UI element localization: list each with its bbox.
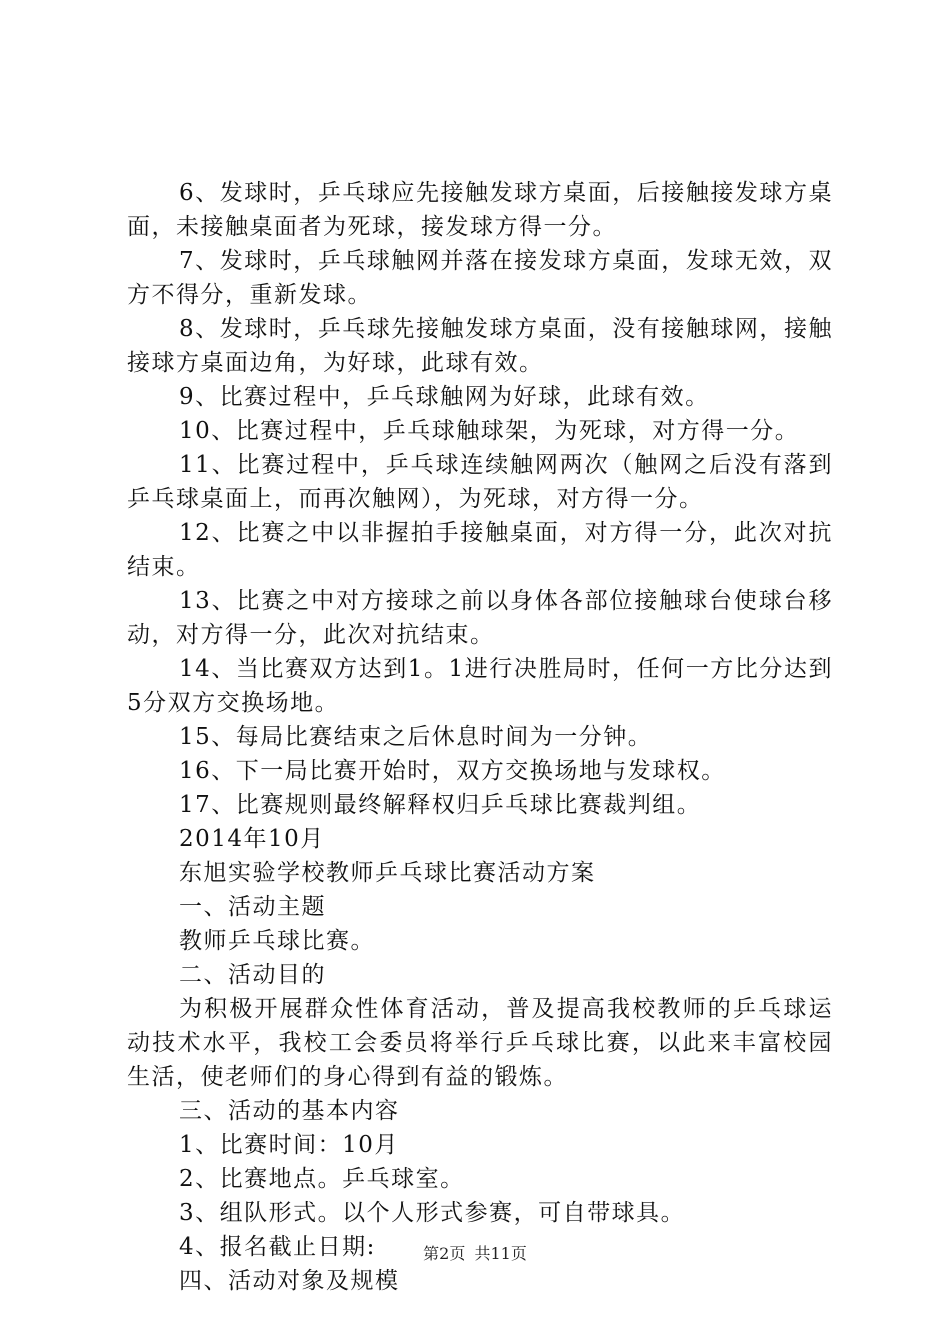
rule-10: 10、比赛过程中，乒乓球触球架，为死球，对方得一分。 xyxy=(179,418,800,444)
content-item-location: 2、比赛地点。乒乓球室。 xyxy=(179,1166,465,1192)
plan-title: 东旭实验学校教师乒乓球比赛活动方案 xyxy=(179,860,596,886)
rule-16: 16、下一局比赛开始时，双方交换场地与发球权。 xyxy=(179,758,726,784)
rule-17: 17、比赛规则最终解释权归乒乓球比赛裁判组。 xyxy=(179,792,702,818)
rule-7: 7、发球时，乒乓球触网并落在接发球方桌面，发球无效，双方不得分，重新发球。 xyxy=(127,248,833,308)
rule-14: 14、当比赛双方达到1。1进行决胜局时，任何一方比分达到5分双方交换场地。 xyxy=(127,656,833,716)
content-item-time: 1、比赛时间：10月 xyxy=(179,1132,399,1158)
section-heading-purpose: 二、活动目的 xyxy=(179,962,326,988)
page-total: 共11页 xyxy=(474,1244,527,1263)
page-footer xyxy=(0,1243,950,1265)
content-item-format: 3、组队形式。以个人形式参赛，可自带球具。 xyxy=(179,1200,686,1226)
rule-9: 9、比赛过程中，乒乓球触网为好球，此球有效。 xyxy=(179,384,710,410)
theme-text: 教师乒乓球比赛。 xyxy=(179,928,375,954)
page-number: 第2页 xyxy=(423,1244,466,1263)
rule-13: 13、比赛之中对方接球之前以身体各部位接触球台使球台移动，对方得一分，此次对抗结束。 xyxy=(127,588,833,648)
section-heading-theme: 一、活动主题 xyxy=(179,894,326,920)
section-heading-participants: 四、活动对象及规模 xyxy=(179,1268,400,1294)
section-heading-content: 三、活动的基本内容 xyxy=(179,1098,400,1124)
rule-15: 15、每局比赛结束之后休息时间为一分钟。 xyxy=(179,724,653,750)
rule-11: 11、比赛过程中，乒乓球连续触网两次（触网之后没有落到乒乓球桌面上，而再次触网），为死球，对方得一分。 xyxy=(127,452,833,512)
rule-6: 6、发球时，乒乓球应先接触发球方桌面，后接触接发球方桌面，未接触桌面者为死球，接发球方得一分。 xyxy=(127,180,833,240)
date-line: 2014年10月 xyxy=(179,826,325,852)
document-body xyxy=(127,176,833,1298)
rule-8: 8、发球时，乒乓球先接触发球方桌面，没有接触球网，接触接球方桌面边角，为好球，此球有效。 xyxy=(127,316,833,376)
rule-12: 12、比赛之中以非握拍手接触桌面，对方得一分，此次对抗结束。 xyxy=(127,520,833,580)
purpose-text: 为积极开展群众性体育活动，普及提高我校教师的乒乓球运动技术水平，我校工会委员将举行乒乓球比赛，以此来丰富校园生活，使老师们的身心得到有益的锻炼。 xyxy=(127,996,833,1090)
content-item-deadline: 4、报名截止日期: xyxy=(179,1234,376,1260)
